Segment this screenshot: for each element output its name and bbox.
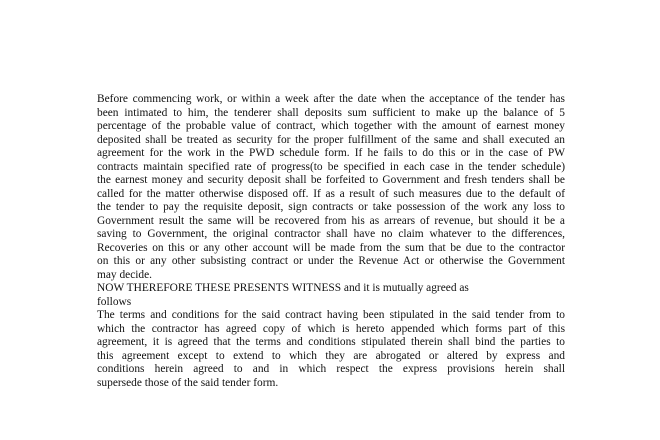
text-line: deposited shall be treated as security for the proper fulfillment of the same and shall executed an (97, 133, 565, 146)
text-line: agreement, it is agreed that the terms and conditions stipulated therein shall bind the parties to (97, 336, 565, 348)
text-line: NOW THEREFORE THESE PRESENTS WITNESS and it is mutually agreed as (97, 282, 469, 294)
text-line: on this or any other subsisting contract or under the Revenue Act or otherwise the Government (97, 255, 565, 267)
text-line: may decide. (97, 268, 153, 281)
text-line: saving to Government, the original contractor shall have no claim whatever to the differences, (97, 228, 565, 240)
agreement-text (97, 93, 565, 390)
text-line: follows (97, 295, 132, 308)
text-line: this agreement except to extend to which they are abrogated or altered by express and (97, 349, 565, 362)
text-line: Recoveries on this or any other account will be made from the sum that be due to the contractor (97, 241, 565, 254)
text-line: conditions herein agreed to and in which respect the express provisions herein shall (97, 363, 565, 375)
text-line: which the contractor has agreed copy of which is hereto appended which forms part of this (97, 322, 565, 335)
text-line: percentage of the probable value of contract, which together with the amount of earnest money (97, 120, 565, 132)
text-line: called for the matter otherwise disposed off. If as a result of such measures due to the default of (97, 187, 565, 200)
text-line: the earnest money and security deposit shall be forfeited to Government and fresh tenders shall be (97, 174, 565, 186)
text-line: the tender to pay the requisite deposit, sign contracts or take possession of the work any loss to (97, 201, 565, 213)
text-line: supersede those of the said tender form. (97, 376, 279, 389)
text-line: The terms and conditions for the said contract having been stipulated in the said tender from to (97, 309, 565, 321)
text-line: Before commencing work, or within a week after the date when the acceptance of the tender has (97, 93, 565, 105)
text-line: been intimated to him, the tenderer shall deposits sum sufficient to make up the balance of 5 (97, 106, 565, 119)
text-line: contracts maintain specified rate of progress(to be specified in each case in the tender schedule) (97, 160, 565, 173)
text-line: agreement for the work in the PWD schedule form. If he fails to do this or in the case of PW (97, 147, 565, 159)
text-line: Government result the same will be recovered from his as arrears of revenue, but should it be a (97, 214, 565, 227)
